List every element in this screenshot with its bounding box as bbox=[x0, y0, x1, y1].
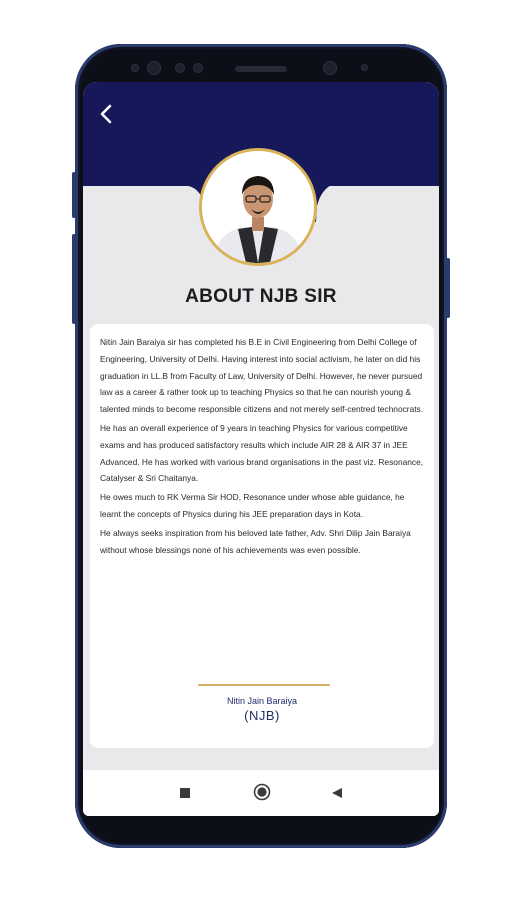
square-icon bbox=[179, 787, 191, 799]
about-paragraph: He always seeks inspiration from his beloved late father, Adv. Shri Dilip Jain Baraiya without whose blessings none of his achievements was even possible. bbox=[100, 527, 411, 555]
system-nav-bar bbox=[83, 770, 439, 816]
profile-photo bbox=[202, 151, 314, 263]
home-button[interactable] bbox=[253, 783, 271, 806]
circle-icon bbox=[253, 783, 271, 801]
sensor-icon bbox=[361, 64, 368, 71]
about-paragraph: He owes much to RK Verma Sir HOD, Resonance under whose able guidance, he learnt the concepts of Physics during his JEE preparation days in Kota. bbox=[100, 492, 405, 519]
triangle-left-icon bbox=[331, 787, 343, 799]
iris-camera-icon bbox=[323, 61, 337, 75]
front-camera-icon bbox=[147, 61, 161, 75]
system-back-button[interactable] bbox=[331, 786, 343, 804]
earpiece-speaker bbox=[235, 66, 287, 72]
about-card bbox=[90, 324, 434, 748]
signature-name: Nitin Jain Baraiya bbox=[226, 696, 298, 706]
about-paragraph: He has an overall experience of 9 years in teaching Physics for various competitive exams and has produced satisfactory results which include AIR 28 & AIR 37 in JEE Advanced. He has worked with various brand organisations in the past viz. Resonance, Catalyser & Sri Chaitanya. bbox=[100, 422, 424, 484]
phone-top-bezel bbox=[75, 58, 447, 78]
bixby-button bbox=[72, 234, 76, 324]
recent-apps-button[interactable] bbox=[179, 786, 191, 804]
chevron-left-icon bbox=[95, 102, 119, 126]
sensor-icon bbox=[131, 64, 139, 72]
volume-button bbox=[72, 172, 76, 218]
power-button bbox=[446, 258, 450, 318]
sensor-icon bbox=[175, 63, 185, 73]
page-title: ABOUT NJB SIR bbox=[185, 286, 337, 307]
app-screen bbox=[83, 82, 439, 816]
signature-divider bbox=[198, 684, 330, 686]
avatar bbox=[199, 148, 317, 266]
sensor-icon bbox=[193, 63, 203, 73]
about-paragraph: Nitin Jain Baraiya sir has completed his B.E in Civil Engineering from Delhi College of Engineering, University of Delhi. Having interest into social activism, he later on did his graduation in LL.B from Faculty of Law, University of Delhi. However, he never pursued law as a career & rather took up to teaching Physics so that he can nourish young & talented minds to become responsible citizens and not merely self-centred technocrats. bbox=[100, 337, 424, 415]
signature-initials: (NJB) bbox=[244, 708, 280, 723]
phone-frame bbox=[75, 44, 447, 848]
back-button[interactable] bbox=[95, 102, 119, 126]
